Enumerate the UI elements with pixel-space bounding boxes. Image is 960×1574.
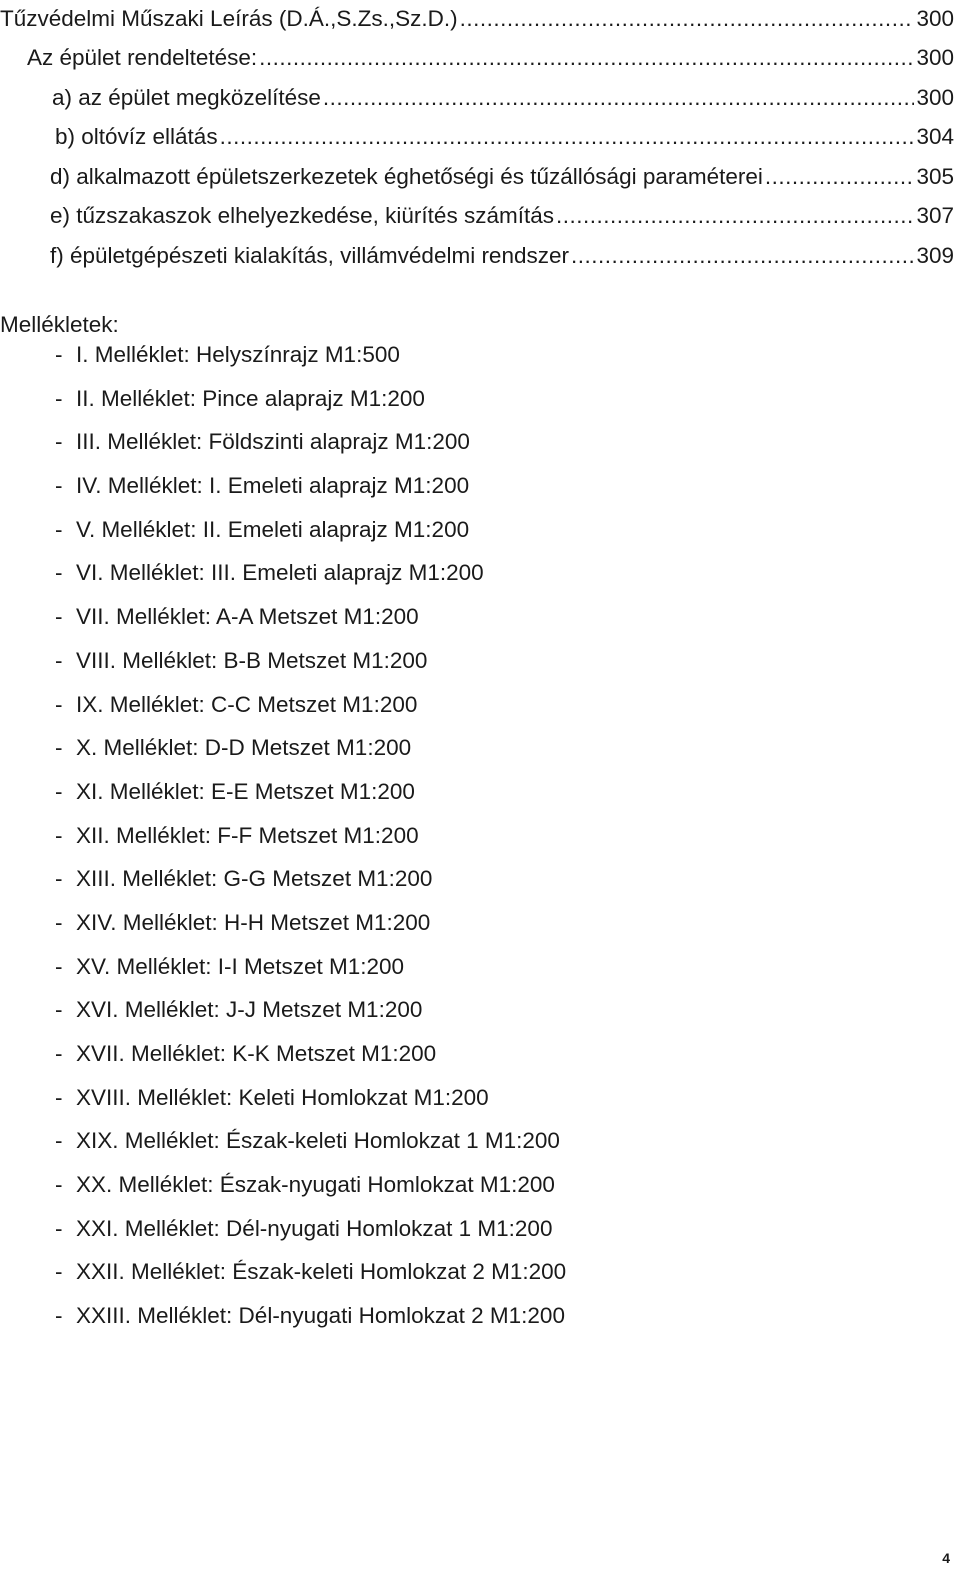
toc-entry-text: e) tűzszakaszok elhelyezkedése, kiürítés számítás bbox=[50, 203, 554, 228]
toc-page-number: 309 bbox=[916, 243, 954, 268]
toc-entry-text: a) az épület megközelítése bbox=[52, 85, 321, 110]
list-dash: - bbox=[55, 1172, 63, 1198]
page-number: 4 bbox=[942, 1550, 950, 1566]
list-dash: - bbox=[55, 822, 63, 848]
attachment-label: II. Melléklet: Pince alaprajz M1:200 bbox=[76, 385, 425, 411]
toc-entry-text: f) épületgépészeti kialakítás, villámvédelmi rendszer bbox=[50, 243, 569, 268]
list-dash: - bbox=[55, 1128, 63, 1154]
attachment-label: XXIII. Melléklet: Dél-nyugati Homlokzat 2 M1:200 bbox=[76, 1303, 565, 1329]
toc-row bbox=[50, 203, 954, 229]
toc-dot-leader bbox=[323, 85, 915, 111]
list-dash: - bbox=[55, 691, 63, 717]
list-dash: - bbox=[55, 342, 63, 367]
attachment-label: V. Melléklet: II. Emeleti alaprajz M1:200 bbox=[76, 516, 470, 542]
list-item bbox=[55, 993, 566, 1037]
list-dash: - bbox=[55, 1303, 63, 1329]
list-dash: - bbox=[55, 1084, 63, 1110]
list-item bbox=[55, 906, 566, 950]
attachment-label: III. Melléklet: Földszinti alaprajz M1:200 bbox=[76, 429, 470, 455]
attachment-label: XII. Melléklet: F-F Metszet M1:200 bbox=[76, 822, 419, 848]
attachment-label: XVII. Melléklet: K-K Metszet M1:200 bbox=[76, 1041, 437, 1066]
toc-dot-leader bbox=[259, 45, 914, 71]
list-item bbox=[55, 469, 566, 513]
list-dash: - bbox=[55, 866, 63, 892]
list-dash: - bbox=[55, 1215, 63, 1241]
toc-dot-leader bbox=[460, 6, 915, 32]
list-dash: - bbox=[55, 953, 63, 979]
list-dash: - bbox=[55, 735, 63, 761]
list-item bbox=[55, 644, 566, 688]
toc-row bbox=[50, 164, 954, 190]
attachment-label: VIII. Melléklet: B-B Metszet M1:200 bbox=[76, 647, 428, 673]
attachment-label: XIII. Melléklet: G-G Metszet M1:200 bbox=[76, 866, 433, 892]
list-item bbox=[55, 513, 566, 557]
attachments-list bbox=[55, 338, 566, 1343]
list-item bbox=[55, 1037, 566, 1081]
toc-entry-text: Az épület rendeltetése: bbox=[27, 45, 258, 70]
toc-row bbox=[55, 124, 954, 150]
list-dash: - bbox=[55, 909, 63, 935]
toc-dot-leader bbox=[220, 124, 915, 150]
list-item bbox=[55, 338, 566, 382]
list-dash: - bbox=[55, 1259, 63, 1285]
attachment-label: XVI. Melléklet: J-J Metszet M1:200 bbox=[76, 997, 423, 1023]
list-item bbox=[55, 775, 566, 819]
attachment-label: I. Melléklet: Helyszínrajz M1:500 bbox=[76, 342, 400, 367]
toc-dot-leader bbox=[556, 203, 914, 229]
toc-page-number: 307 bbox=[916, 203, 954, 228]
list-item bbox=[55, 600, 566, 644]
toc-page-number: 300 bbox=[916, 45, 954, 70]
list-dash: - bbox=[55, 778, 63, 804]
list-item bbox=[55, 1299, 566, 1343]
attachment-label: XI. Melléklet: E-E Metszet M1:200 bbox=[76, 778, 415, 804]
toc-page-number: 300 bbox=[916, 85, 954, 110]
list-item bbox=[55, 688, 566, 732]
list-item bbox=[55, 1168, 566, 1212]
list-item bbox=[55, 425, 566, 469]
list-item bbox=[55, 950, 566, 994]
toc-row bbox=[50, 243, 954, 269]
toc-entry-text: Tűzvédelmi Műszaki Leírás (D.Á.,S.Zs.,Sz.D.) bbox=[0, 6, 458, 31]
attachment-label: IX. Melléklet: C-C Metszet M1:200 bbox=[76, 691, 418, 717]
toc-row bbox=[27, 45, 954, 71]
toc-row bbox=[52, 85, 954, 111]
toc-entry-text: d) alkalmazott épületszerkezetek éghetőségi és tűzállósági paraméterei bbox=[50, 164, 763, 189]
list-dash: - bbox=[55, 429, 63, 455]
attachment-label: VI. Melléklet: III. Emeleti alaprajz M1:200 bbox=[76, 560, 484, 586]
toc-entry-text: b) oltóvíz ellátás bbox=[55, 124, 218, 149]
list-item bbox=[55, 1212, 566, 1256]
list-item bbox=[55, 1081, 566, 1125]
list-item bbox=[55, 1124, 566, 1168]
toc-page-number: 300 bbox=[916, 6, 954, 31]
attachment-label: X. Melléklet: D-D Metszet M1:200 bbox=[76, 735, 412, 761]
list-dash: - bbox=[55, 997, 63, 1023]
list-item bbox=[55, 731, 566, 775]
attachments-heading: Mellékletek: bbox=[0, 312, 119, 337]
toc-dot-leader bbox=[571, 243, 914, 269]
toc-page-number: 305 bbox=[916, 164, 954, 189]
list-dash: - bbox=[55, 516, 63, 542]
list-dash: - bbox=[55, 473, 63, 499]
attachment-label: XXI. Melléklet: Dél-nyugati Homlokzat 1 M1:200 bbox=[76, 1215, 553, 1241]
list-item bbox=[55, 382, 566, 426]
attachment-label: XVIII. Melléklet: Keleti Homlokzat M1:200 bbox=[76, 1084, 489, 1110]
toc-page-number: 304 bbox=[916, 124, 954, 149]
attachment-label: XIV. Melléklet: H-H Metszet M1:200 bbox=[76, 909, 431, 935]
list-dash: - bbox=[55, 647, 63, 673]
attachment-label: IV. Melléklet: I. Emeleti alaprajz M1:200 bbox=[76, 473, 470, 499]
attachment-label: XX. Melléklet: Észak-nyugati Homlokzat M1:200 bbox=[76, 1172, 555, 1198]
list-dash: - bbox=[55, 604, 63, 630]
list-dash: - bbox=[55, 385, 63, 411]
list-dash: - bbox=[55, 560, 63, 586]
list-item bbox=[55, 819, 566, 863]
attachment-label: XXII. Melléklet: Észak-keleti Homlokzat 2 M1:200 bbox=[76, 1259, 567, 1285]
attachment-label: XIX. Melléklet: Észak-keleti Homlokzat 1 M1:200 bbox=[76, 1128, 560, 1154]
list-item bbox=[55, 862, 566, 906]
list-item bbox=[55, 1255, 566, 1299]
toc-dot-leader bbox=[765, 164, 915, 190]
list-item bbox=[55, 556, 566, 600]
attachment-label: VII. Melléklet: A-A Metszet M1:200 bbox=[76, 604, 419, 630]
attachment-label: XV. Melléklet: I-I Metszet M1:200 bbox=[76, 953, 405, 979]
list-dash: - bbox=[55, 1041, 63, 1066]
toc-row bbox=[0, 6, 954, 32]
